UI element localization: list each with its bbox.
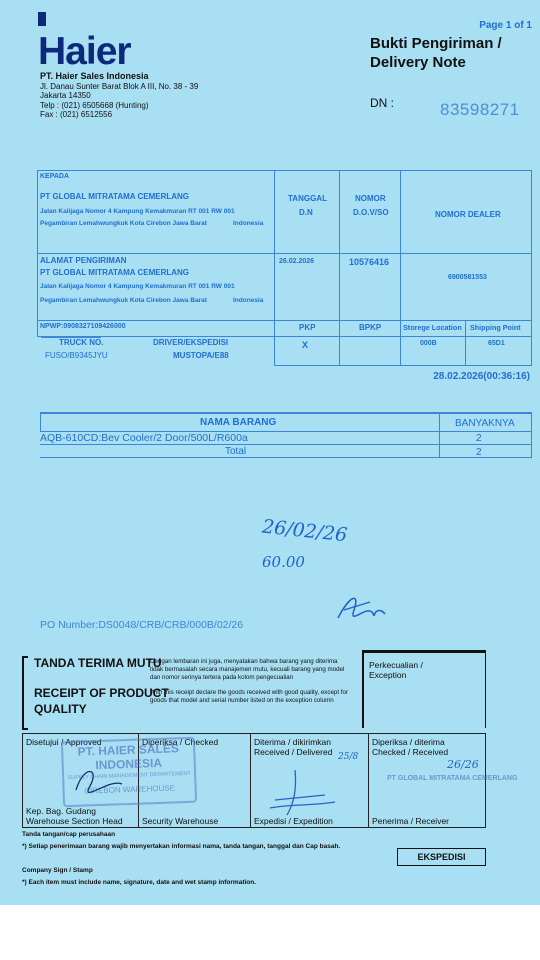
checked-received-2: Checked / Received xyxy=(372,747,449,757)
security-label: Security Warehouse xyxy=(142,816,219,826)
ekspedisi-copy-label: EKSPEDISI xyxy=(397,848,486,866)
dealer-no-cell xyxy=(400,253,532,321)
nomor-label: NOMOR xyxy=(355,194,386,203)
driver-label: DRIVER/EKSPEDISI xyxy=(153,338,229,347)
received-label-1: Diterima / dikirimkan xyxy=(254,737,331,747)
receiver-label: Penerima / Receiver xyxy=(372,816,450,826)
handwritten-time: 60.00 xyxy=(262,553,305,571)
alamat-address: Jalan Kalijaga Nomor 4 Kampung Kemakmuran RT 001 RW 001 xyxy=(40,283,235,290)
kepada-label: KEPADA xyxy=(40,173,70,180)
nomor-sub: D.O.V/SO xyxy=(353,208,389,217)
kepada-name: PT GLOBAL MITRATAMA CEMERLANG xyxy=(40,192,190,201)
received-label xyxy=(254,737,332,757)
dealer-number: 6900581553 xyxy=(448,274,487,281)
head-label-1: Kep. Bag. Gudang xyxy=(26,806,96,816)
receiver-stamp: PT GLOBAL MITRATAMA CEMERLANG xyxy=(387,775,518,782)
checked-received-1: Diperiksa / diterima xyxy=(372,737,445,747)
warehouse-head-label xyxy=(26,806,123,826)
pkp-label: PKP xyxy=(299,323,316,332)
delivery-date: 26.02.2026 xyxy=(279,258,315,265)
footer-stamp-label: Company Sign / Stamp xyxy=(22,867,93,874)
alamat-label: ALAMAT PENGIRIMAN xyxy=(40,256,127,265)
storage-location: 000B xyxy=(420,340,437,347)
so-number: 10576416 xyxy=(349,257,390,267)
col-name-header: NAMA BARANG xyxy=(200,417,277,428)
tanggal-label: TANGGAL xyxy=(288,194,327,203)
alamat-address-2: Pegambiran Lemahwungkuk Kota Cirebon Jawa Barat xyxy=(40,297,207,304)
exception-label xyxy=(369,660,423,680)
receipt-section xyxy=(22,650,486,730)
company-name: PT. Haier Sales Indonesia xyxy=(40,71,149,81)
document-title xyxy=(370,34,502,72)
page-number: Page 1 of 1 xyxy=(479,20,532,31)
checked-label: Diperiksa / Checked xyxy=(142,737,219,747)
bpkp-value-cell xyxy=(339,336,401,366)
company-address: Jl. Danau Sunter Barat Blok A III, No. 38 - 39 xyxy=(40,81,199,91)
handwritten-stamp-date: 26/26 xyxy=(447,758,479,771)
received-label-2: Received / Delivered xyxy=(254,747,333,757)
truck-number: FUSO/B9345JYU xyxy=(45,351,108,360)
total-qty-cell xyxy=(439,444,532,458)
tanggal-sub: D.N xyxy=(299,208,313,217)
expedition-signature xyxy=(265,760,345,820)
handwritten-date: 26/02/26 xyxy=(261,515,349,547)
title-line-1: Bukti Pengiriman / xyxy=(370,35,502,52)
po-number: PO Number:DS0048/CRB/CRB/000B/02/26 xyxy=(40,619,244,631)
shipping-point: 65D1 xyxy=(488,340,505,347)
shipping-label: Shipping Point xyxy=(470,323,521,332)
shipment-table xyxy=(37,170,532,372)
npwp: NPWP:0908327109426000 xyxy=(40,323,126,330)
dealer-label: NOMOR DEALER xyxy=(435,210,501,219)
storage-label: Storege Location xyxy=(403,323,462,332)
item-qty-cell xyxy=(439,431,532,445)
pkp-mark: X xyxy=(302,340,309,350)
company-phone: Telp : (021) 6505668 (Hunting) xyxy=(40,100,149,110)
stamp-company: PT. HAIER SALES INDONESIA xyxy=(77,741,180,773)
driver-name: MUSTOPA/E88 xyxy=(173,351,229,360)
col-qty-header: BANYAKNYA xyxy=(455,418,515,429)
total-qty: 2 xyxy=(476,447,482,458)
footer-sign-label: Tanda tangan/cap perusahaan xyxy=(22,831,116,838)
company-info xyxy=(40,72,198,120)
dn-number: 83598271 xyxy=(440,100,520,119)
dn-label: DN : xyxy=(370,96,394,110)
handwritten-note: 25/8 xyxy=(338,752,359,762)
print-timestamp: 28.02.2026(00:36:16) xyxy=(433,371,530,382)
total-label: Total xyxy=(225,446,247,457)
company-city: Jakarta 14350 xyxy=(40,91,91,100)
stamp-dept: SUPPLY CHAIN MANAGEMENT DEPARTEMENT xyxy=(67,770,191,782)
title-line-2: Delivery Note xyxy=(370,54,466,71)
item-name: AQB-610CD:Bev Cooler/2 Door/500L/R600a xyxy=(40,432,248,444)
expedition-label: Expedisi / Expedition xyxy=(254,816,333,826)
receipt-text-id: Dengan lembaran ini juga, menyatakan bahwa barang yang diterima tidak bermasalah secara manajemen mutu, kecuali barang yang model dan nomor serinya tertera pada kolom pengecualian xyxy=(150,658,345,681)
stamp-warehouse: CIREBON WAREHOUSE xyxy=(84,783,176,796)
item-qty: 2 xyxy=(476,433,482,444)
head-label-2: Warehouse Section Head xyxy=(26,816,123,826)
haier-logo: Haier xyxy=(38,30,131,73)
footer-note-en: *) Each item must include name, signature, date and wet stamp information. xyxy=(22,879,257,886)
alamat-name: PT GLOBAL MITRATAMA CEMERLANG xyxy=(40,268,190,277)
alamat-country: Indonesia xyxy=(233,297,264,304)
receipt-text-en: With this receipt declare the goods received with good quality, except for goods that model and serial number listed on the exception column xyxy=(150,689,348,704)
receipt-title-en: RECEIPT OF PRODUCT xyxy=(34,686,169,700)
company-fax: Fax : (021) 6512556 xyxy=(40,110,113,119)
approver-signature xyxy=(70,760,130,800)
receipt-title-en-2: QUALITY xyxy=(34,702,87,716)
receipt-title-id: TANDA TERIMA MUTU xyxy=(34,656,162,670)
exception-label-id: Perkecualian / xyxy=(369,660,423,670)
logo-mark xyxy=(38,12,46,26)
kepada-address: Jalan Kalijaga Nomor 4 Kampung Kemakmuran RT 001 RW 001 xyxy=(40,208,235,215)
footer-note-id: *) Setiap penerimaan barang wajib menyertakan informasi nama, tanda tangan, tanggal dan Cap basah. xyxy=(22,843,341,850)
approved-label: Disetujui / Approved xyxy=(26,737,102,747)
kepada-address-2: Pegambiran Lemahwungkuk Kota Cirebon Jawa Barat xyxy=(40,220,207,227)
handwritten-signature xyxy=(330,590,390,625)
bpkp-label: BPKP xyxy=(359,323,382,332)
receipt-bracket xyxy=(22,656,28,730)
kepada-country: Indonesia xyxy=(233,220,264,227)
truck-label: TRUCK NO. xyxy=(59,338,104,347)
exception-label-en: Exception xyxy=(369,670,407,680)
checked-received-label xyxy=(372,737,448,757)
